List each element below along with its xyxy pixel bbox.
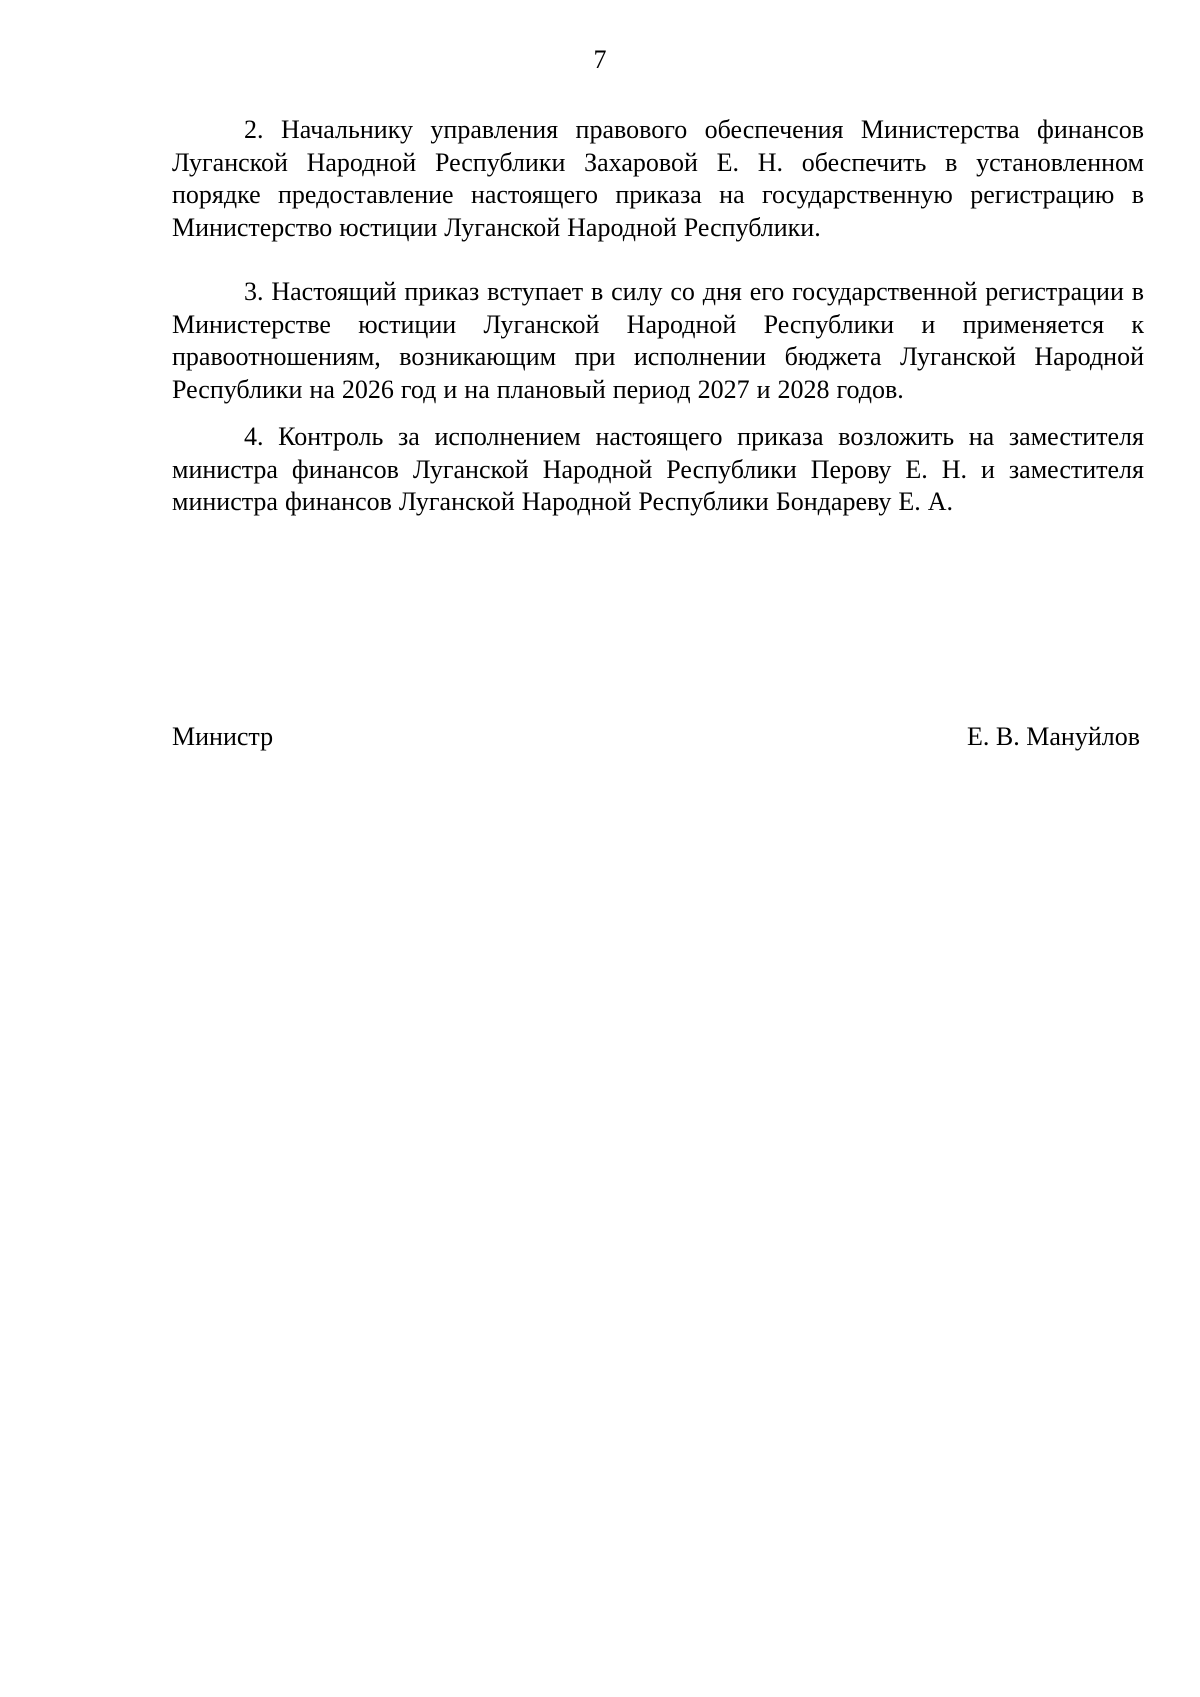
page-number: 7 [593, 45, 607, 74]
signatory-name: Е. В. Мануйлов [967, 722, 1140, 751]
document-body [172, 114, 1144, 519]
paragraph-spacer [172, 406, 1144, 421]
signatory-position: Министр [172, 722, 274, 751]
paragraph-3: 3. Настоящий приказ вступает в силу со дня его государственной регистрации в Министерстве юстиции Луганской Народной Республики и применяется к правоотношениям, возникающим при исполнении бюджета Луганской Народной Республики на 2026 год и на плановый период 2027 и 2028 годов. [172, 277, 1144, 404]
paragraph-spacer [172, 244, 1144, 276]
signature-block [172, 721, 1140, 753]
paragraph-4: 4. Контроль за исполнением настоящего приказа возложить на заместителя министра финансов Луганской Народной Республики Перову Е. Н. и заместителя министра финансов Луганской Народной Республики Бондареву Е. А. [172, 422, 1144, 516]
paragraph-2: 2. Начальнику управления правового обеспечения Министерства финансов Луганской Народной Республики Захаровой Е. Н. обеспечить в установленном порядке предоставление настоящего приказа на государственную регистрацию в Министерство юстиции Луганской Народной Республики. [172, 115, 1144, 242]
